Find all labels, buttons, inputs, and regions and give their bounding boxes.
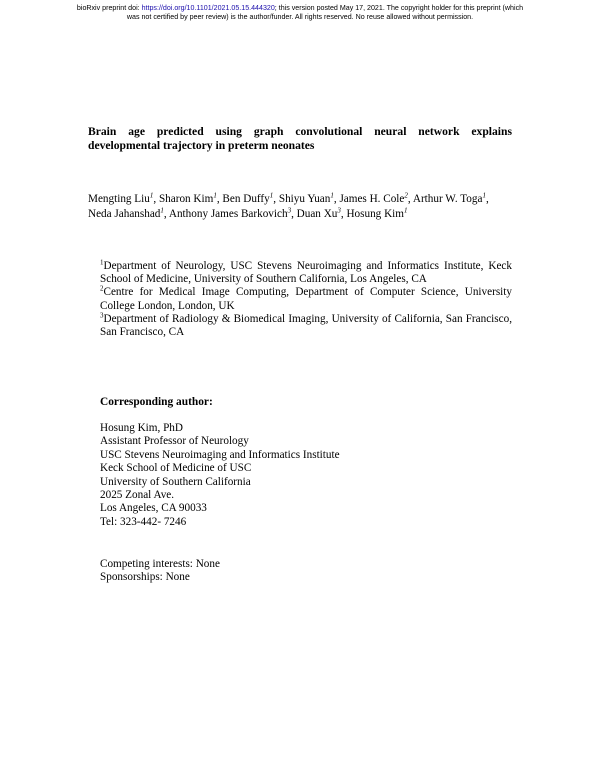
affiliation-1 bbox=[100, 260, 512, 286]
author-affiliation-mark: 1 bbox=[403, 206, 408, 215]
preprint-header bbox=[20, 4, 580, 22]
competing-interests: Competing interests: None bbox=[100, 558, 220, 570]
author-affiliation-mark: 1 bbox=[149, 191, 154, 200]
author-name: Hosung Kim bbox=[346, 208, 404, 220]
author-affiliation-mark: 1 bbox=[269, 191, 274, 200]
author-affiliation-mark: 2 bbox=[404, 191, 408, 200]
author-name: Neda Jahanshad bbox=[88, 208, 161, 220]
author-affiliation-mark: 1 bbox=[160, 206, 164, 215]
corresponding-city: Los Angeles, CA 90033 bbox=[100, 502, 207, 515]
title-line-1: Brain age predicted using graph convolutional neural network explains bbox=[88, 125, 512, 138]
author-name: James H. Cole bbox=[339, 193, 405, 205]
author-name: Arthur W. Toga bbox=[412, 193, 483, 205]
corresponding-position: Assistant Professor of Neurology bbox=[100, 435, 249, 448]
paper-title bbox=[88, 125, 512, 153]
corresponding-name: Hosung Kim, PhD bbox=[100, 422, 183, 434]
author-name: Duan Xu bbox=[296, 208, 338, 220]
author-name: Shiyu Yuan bbox=[278, 193, 331, 205]
author-affiliation-mark: 1 bbox=[482, 191, 486, 200]
author-name: Sharon Kim bbox=[158, 193, 214, 205]
affiliation-number: 1 bbox=[100, 258, 104, 267]
affiliation-text: Department of Radiology & Biomedical Imaging, University of California, San Francisco, San Francisco, CA bbox=[100, 312, 512, 339]
declarations bbox=[100, 558, 220, 585]
author-affiliation-mark: 1 bbox=[213, 191, 217, 200]
preprint-header-line2: was not certified by peer review) is the author/funder. All rights reserved. No reuse allowed without permission. bbox=[126, 13, 474, 21]
author-name: Mengting Liu bbox=[88, 193, 150, 205]
affiliation-3 bbox=[100, 313, 512, 339]
doi-link[interactable]: https://doi.org/10.1101/2021.05.15.444320 bbox=[141, 4, 275, 12]
affiliation-text: Centre for Medical Image Computing, Department of Computer Science, University College London, London, UK bbox=[100, 286, 512, 312]
affiliations bbox=[100, 260, 512, 339]
corresponding-author-details bbox=[100, 422, 340, 529]
corresponding-institute: USC Stevens Neuroimaging and Informatics Institute bbox=[100, 448, 340, 461]
affiliation-2 bbox=[100, 286, 512, 312]
author-affiliation-mark: 3 bbox=[287, 206, 292, 215]
author-name: Ben Duffy bbox=[222, 193, 270, 205]
author-line-2: Neda Jahanshad$^1$, Anthony James Barkovich$^3$, Duan Xu$^3$, Hosung Kim$^1$ bbox=[88, 206, 408, 220]
author-name: Anthony James Barkovich bbox=[168, 208, 288, 220]
corresponding-university: University of Southern California bbox=[100, 475, 251, 488]
corresponding-street: 2025 Zonal Ave. bbox=[100, 489, 175, 502]
author-line-1: Mengting Liu$^1$, Sharon Kim$^1$, Ben Duffy$^1$, Shiyu Yuan$^1$, James H. Cole$^2$, Arthur W. Toga$^1$, bbox=[88, 191, 489, 205]
sponsorships: Sponsorships: None bbox=[100, 571, 190, 584]
header-prefix: bioRxiv preprint doi: bbox=[76, 4, 142, 12]
affiliation-text: Department of Neurology, USC Stevens Neuroimaging and Informatics Institute, Keck School of Medicine, University of Southern California, Los Angeles, CA bbox=[100, 260, 512, 286]
affiliation-number: 2 bbox=[100, 284, 104, 293]
author-list bbox=[88, 192, 516, 222]
title-line-2: developmental trajectory in preterm neonates bbox=[88, 139, 315, 152]
author-affiliation-mark: 3 bbox=[337, 206, 341, 215]
corresponding-school: Keck School of Medicine of USC bbox=[100, 462, 252, 475]
header-suffix: ; this version posted May 17, 2021. The copyright holder for this preprint (which bbox=[274, 4, 524, 12]
corresponding-author-heading: Corresponding author: bbox=[100, 396, 213, 408]
author-affiliation-mark: 1 bbox=[330, 191, 334, 200]
corresponding-phone: Tel: 323-442- 7246 bbox=[100, 515, 187, 528]
affiliation-number: 3 bbox=[100, 311, 104, 320]
preprint-header-line1 bbox=[20, 4, 580, 13]
